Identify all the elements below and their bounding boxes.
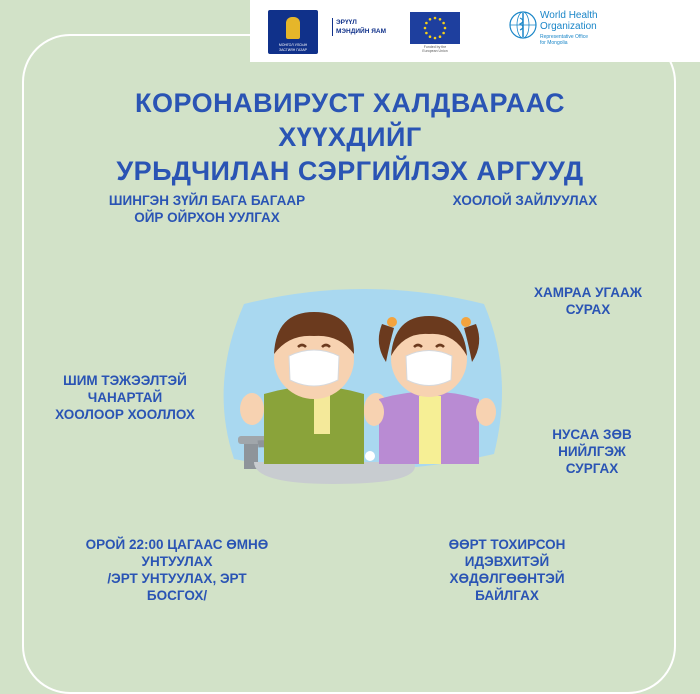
tip-line: ХООЛОЙ ЗАЙЛУУЛАХ [452,193,598,208]
tip-line: ХАМРАА УГААЖ [534,285,642,300]
tip-line: СУРГАХ [565,461,619,476]
tip-line: ЧАНАРТАЙ [87,390,163,405]
tip-line: СУРАХ [565,302,611,317]
sink [254,462,415,484]
page-title [100,86,600,188]
tip-line: ХООЛООР ХООЛЛОХ [55,407,195,422]
tip-line: ӨӨРТ ТОХИРСОН [448,537,566,552]
tip-line: ШИНГЭН ЗҮЙЛ БАГА БАГААР [108,193,306,208]
who-office-line-1: Representative Office [540,34,588,40]
mongolia-tagline-1: МОНГОЛ УЛСЫН [278,43,308,47]
eu-flag-icon [410,12,460,44]
tip-nutrition [50,372,200,423]
ministry-line-2: МЭНДИЙН ЯАМ [332,27,392,36]
tip-line: УНТУУЛАХ [141,554,213,569]
tip-activity [432,536,582,604]
tip-fluids [96,192,318,226]
ministry-line-1: ЭРҮҮЛ [332,18,392,27]
tip-nose-wash [528,284,648,318]
children-washing-hands-illustration [214,284,514,484]
who-office-line-2: for Mongolia [540,40,568,46]
title-line-1: КОРОНАВИРУСТ ХАЛДВАРААС ХҮҮХДИЙГ [135,88,565,152]
title-line-2: УРЬДЧИЛАН СЭРГИЙЛЭХ АРГУУД [116,156,584,186]
tip-line: БОСГОХ/ [146,588,208,603]
ministry-name [332,18,392,36]
who-name [540,10,620,46]
tip-line: ИДЭВХИТЭЙ [464,554,550,569]
mongolia-state-emblem-icon [268,10,318,54]
eu-caption-line-2: European Union [422,49,448,53]
who-emblem-icon [508,10,538,40]
tip-blow-nose [532,426,652,477]
soyombo-symbol [286,17,300,39]
who-name-line-2: Organization [540,21,597,32]
eu-caption [410,45,460,53]
tip-line: ХӨДӨЛГӨӨНТЭЙ [449,571,565,586]
tip-line: НУСАА ЗӨВ [552,427,632,442]
who-name-line-1: World Health [540,10,598,21]
tip-line: ОЙР ОЙРХОН УУЛГАХ [134,210,280,225]
tip-sleep [72,536,282,604]
tip-line: ШИМ ТЭЖЭЭЛТЭЙ [63,373,187,388]
tip-line: НИЙЛГЭЖ [558,444,626,459]
logo-bar [250,0,700,62]
tip-gargle [440,192,610,209]
who-office [540,34,620,46]
mongolia-tagline-2: ЗАСГИЙН ГАЗАР [278,48,308,52]
tip-line: БАЙЛГАХ [475,588,539,603]
eu-caption-line-1: Funded by the [423,45,447,49]
tip-line: ОРОЙ 22:00 ЦАГААС ӨМНӨ [85,537,269,552]
tip-line: /ЭРТ УНТУУЛАХ, ЭРТ [107,571,247,586]
